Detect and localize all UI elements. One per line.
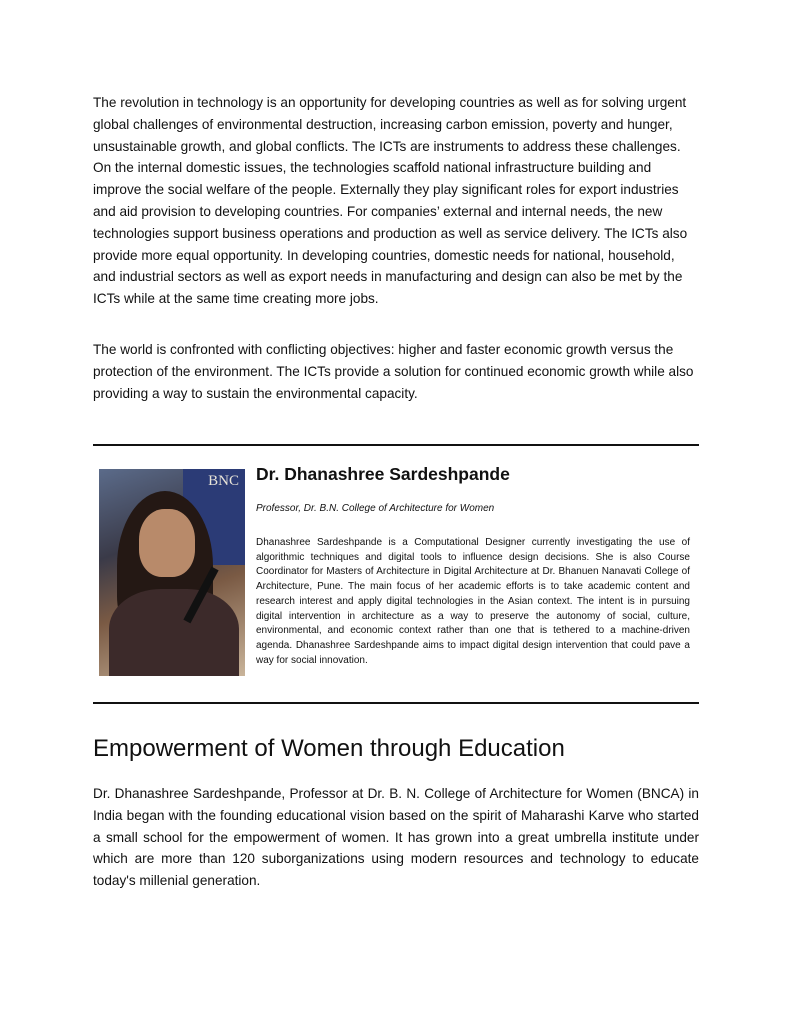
intro-paragraph-1: The revolution in technology is an opportunity for developing countries as well as for solving urgent global challenges of environmental destruction, increasing carbon emission, poverty and hunger, unsustainable growth, and global conflicts. The ICTs are instruments to address these challenges. On the internal domestic issues, the technologies scaffold national infrastructure building and improve the social welfare of the people. Externally they play significant roles for export industries and aid provision to developing countries. For companies’ external and internal needs, the new technologies support business operations and production as well as service delivery. The ICTs also provide more equal opportunity. In developing countries, domestic needs for national, household, and industrial sectors as well as export needs in manufacturing and design can also be met by the ICTs while at the same time creating more jobs.	[93, 95, 688, 307]
profile-photo	[99, 469, 245, 676]
profile-role: Professor, Dr. B.N. College of Architecture for Women	[256, 503, 495, 514]
photo-banner-text: BNC	[208, 473, 239, 489]
profile-top-divider	[93, 444, 699, 446]
photo-body	[109, 589, 239, 676]
profile-bottom-divider	[93, 702, 699, 704]
intro-paragraph-2: The world is confronted with conflicting objectives: higher and faster economic growth versus the protection of the environment. The ICTs provide a solution for continued economic growth while also providing a way to sustain the environmental capacity.	[93, 342, 694, 401]
photo-face	[139, 509, 195, 577]
profile-name: Dr. Dhanashree Sardeshpande	[256, 464, 510, 484]
section-paragraph: Dr. Dhanashree Sardeshpande, Professor at Dr. B. N. College of Architecture for Women (BNCA) in India began with the founding educational vision based on the spirit of Maharashi Karve who started a small school for the empowerment of women. It has grown into a great umbrella institute under which are more than 120 suborganizations using modern resources and technology to educate today's millenial generation.	[93, 786, 699, 889]
section-heading: Empowerment of Women through Education	[93, 735, 565, 762]
profile-bio: Dhanashree Sardeshpande is a Computational Designer currently investigating the use of algorithmic techniques and digital tools to influence design decisions. She is also Course Coordinator for Masters of Architecture in Digital Architecture at Dr. Bhanuen Nanavati College of Architecture, Pune. The main focus of her academic efforts is to take academic content and research interest and apply digital technologies in the Asian context. The intent is in pursuing digital intervention in architecture as a way to preserve the autonomy of social, culture, environmental, and economic context rather than one that is tethered to a machine-driven agenda. Dhanashree Sardeshpande aims to impact digital design intervention that could pave a way for social innovation.	[256, 537, 690, 666]
